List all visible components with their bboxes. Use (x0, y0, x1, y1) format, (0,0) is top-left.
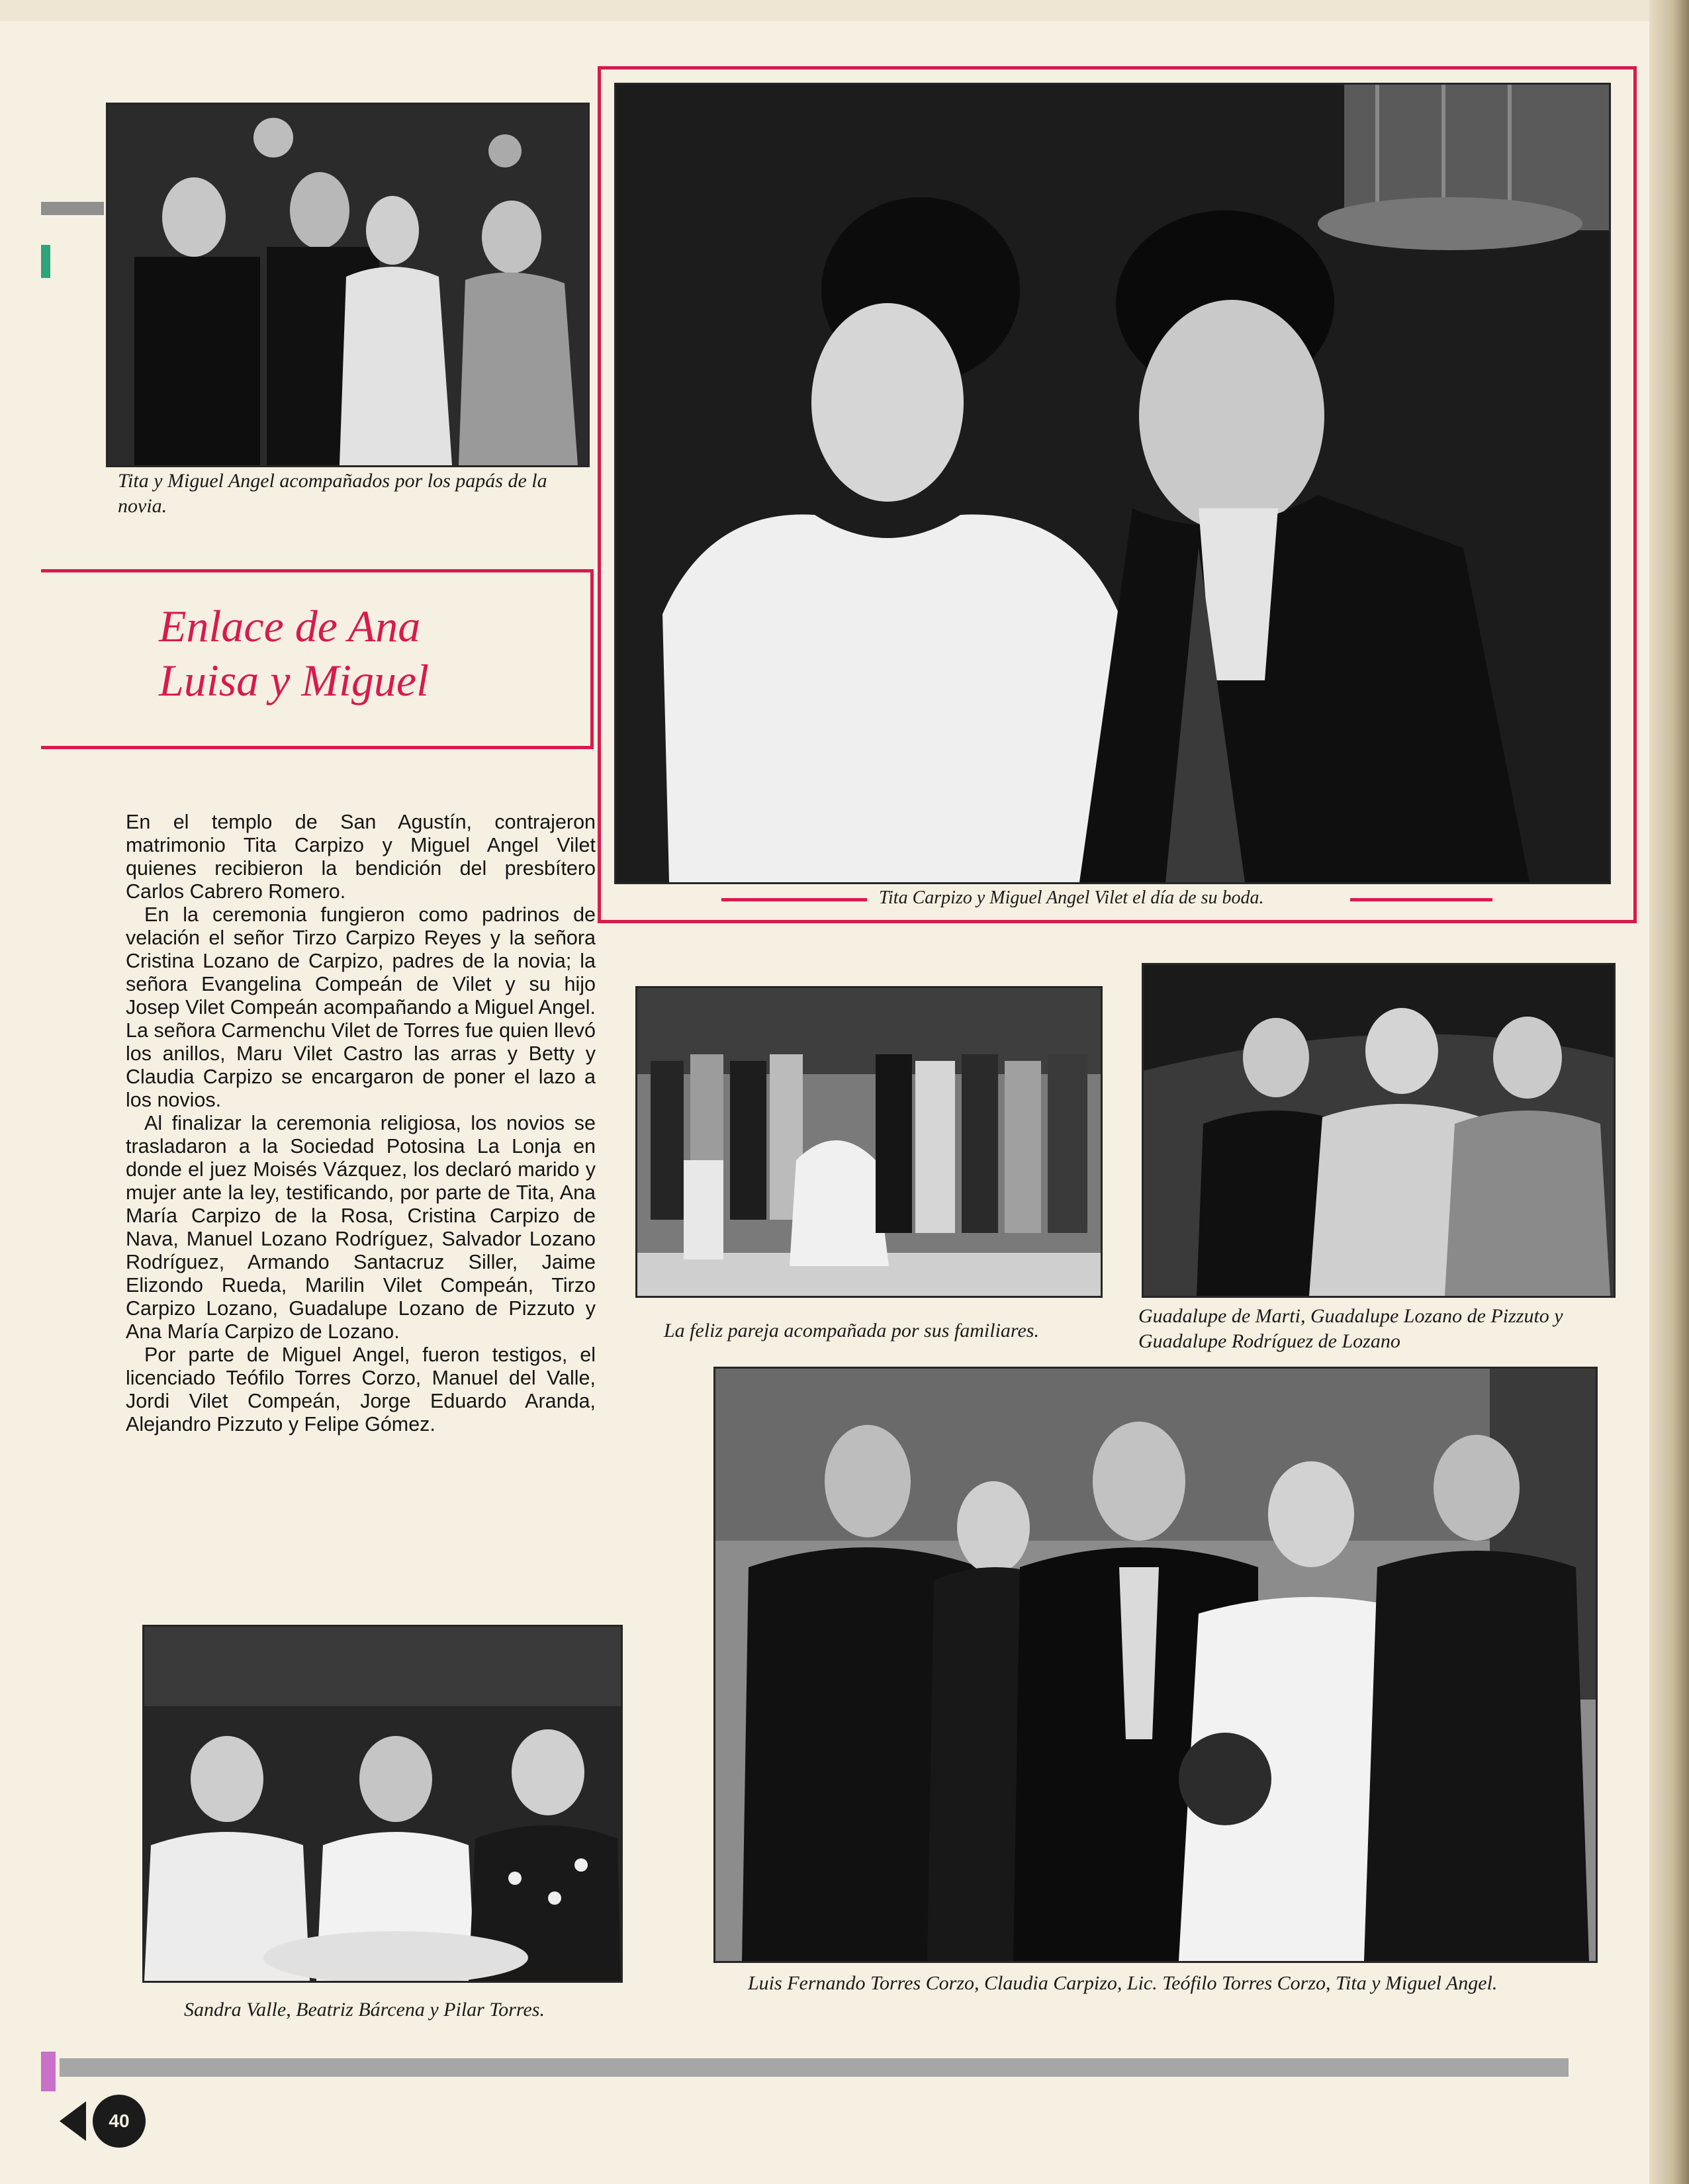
article-paragraph-1: En el templo de San Agustín, contrajeron matrimonio Tita Carpizo y Miguel Angel Vilet quienes recibieron la bendición del presbítero Carlos Cabrero Romero. (126, 811, 596, 903)
article-title-line1: Enlace de Ana (159, 601, 421, 651)
article-title-line2: Luisa y Miguel (159, 655, 429, 705)
page-number: 40 (109, 2111, 130, 2131)
page-notch-arrow (60, 2101, 86, 2141)
caption-friends: Sandra Valle, Beatriz Bárcena y Pilar Torres. (184, 1999, 545, 2021)
article-paragraph-2: En la ceremonia fungieron como padrinos de velación el señor Tirzo Carpizo Reyes y la señora Cristina Lozano de Carpizo, padres de la novia; la señora Evangelina Compeán de Vilet y su hijo Josep Vilet Compeán acompañando a Miguel Angel. La señora Carmenchu Vilet de Torres fue quien llevó los anillos, Maru Vilet Castro las arras y Betty y Claudia Carpizo se encargaron de poner el lazo a los novios. (126, 903, 596, 1111)
photo-family (635, 986, 1103, 1298)
caption-parents: Tita y Miguel Angel acompañados por los papás de la novia. (118, 470, 547, 517)
page-top-margin (0, 0, 1689, 21)
side-tab-top (41, 202, 104, 215)
caption-couple-rule-left (721, 898, 867, 901)
article-title (159, 599, 569, 707)
caption-group: Luis Fernando Torres Corzo, Claudia Carpizo, Lic. Teófilo Torres Corzo, Tita y Miguel Angel. (748, 1972, 1498, 1994)
page-binding-edge (1649, 0, 1689, 2184)
photo-guadalupes (1142, 963, 1616, 1298)
bottom-gray-bar (60, 2058, 1569, 2077)
article-paragraph-3: Al finalizar la ceremonia religiosa, los novios se trasladaron a la Sociedad Potosina La Lonja en donde el juez Moisés Vázquez, los declaró marido y mujer ante la ley, testificando, por parte de Tita, Ana María Carpizo de la Rosa, Cristina Carpizo de Nava, Manuel Lozano Rodríguez, Salvador Lozano Rodríguez, Armando Santacruz Siller, Jaime Elizondo Rueda, Marilin Vilet Compeán, Tirzo Carpizo Lozano, Guadalupe Lozano de Pizzuto y Ana María Carpizo de Lozano. (126, 1112, 596, 1343)
caption-couple: Tita Carpizo y Miguel Angel Vilet el día de su boda. (879, 887, 1264, 908)
article-paragraph-4: Por parte de Miguel Angel, fueron testigos, el licenciado Teófilo Torres Corzo, Manuel del Valle, Jordi Vilet Compeán, Jorge Eduardo Aranda, Alejandro Pizzuto y Felipe Gómez. (126, 1343, 596, 1435)
photo-couple (614, 83, 1611, 884)
side-tab-middle (41, 245, 50, 278)
caption-family: La feliz pareja acompañada por sus familiares. (664, 1320, 1039, 1342)
caption-couple-rule-right (1350, 898, 1492, 901)
article-body (126, 811, 596, 1436)
photo-parents (106, 103, 590, 467)
page-number-badge (93, 2095, 146, 2148)
photo-group (713, 1367, 1598, 1963)
caption-guadalupes: Guadalupe de Marti, Guadalupe Lozano de Pizzuto y Guadalupe Rodríguez de Lozano (1138, 1305, 1563, 1352)
bottom-pink-stripe (41, 2052, 56, 2091)
photo-friends (142, 1625, 623, 1983)
